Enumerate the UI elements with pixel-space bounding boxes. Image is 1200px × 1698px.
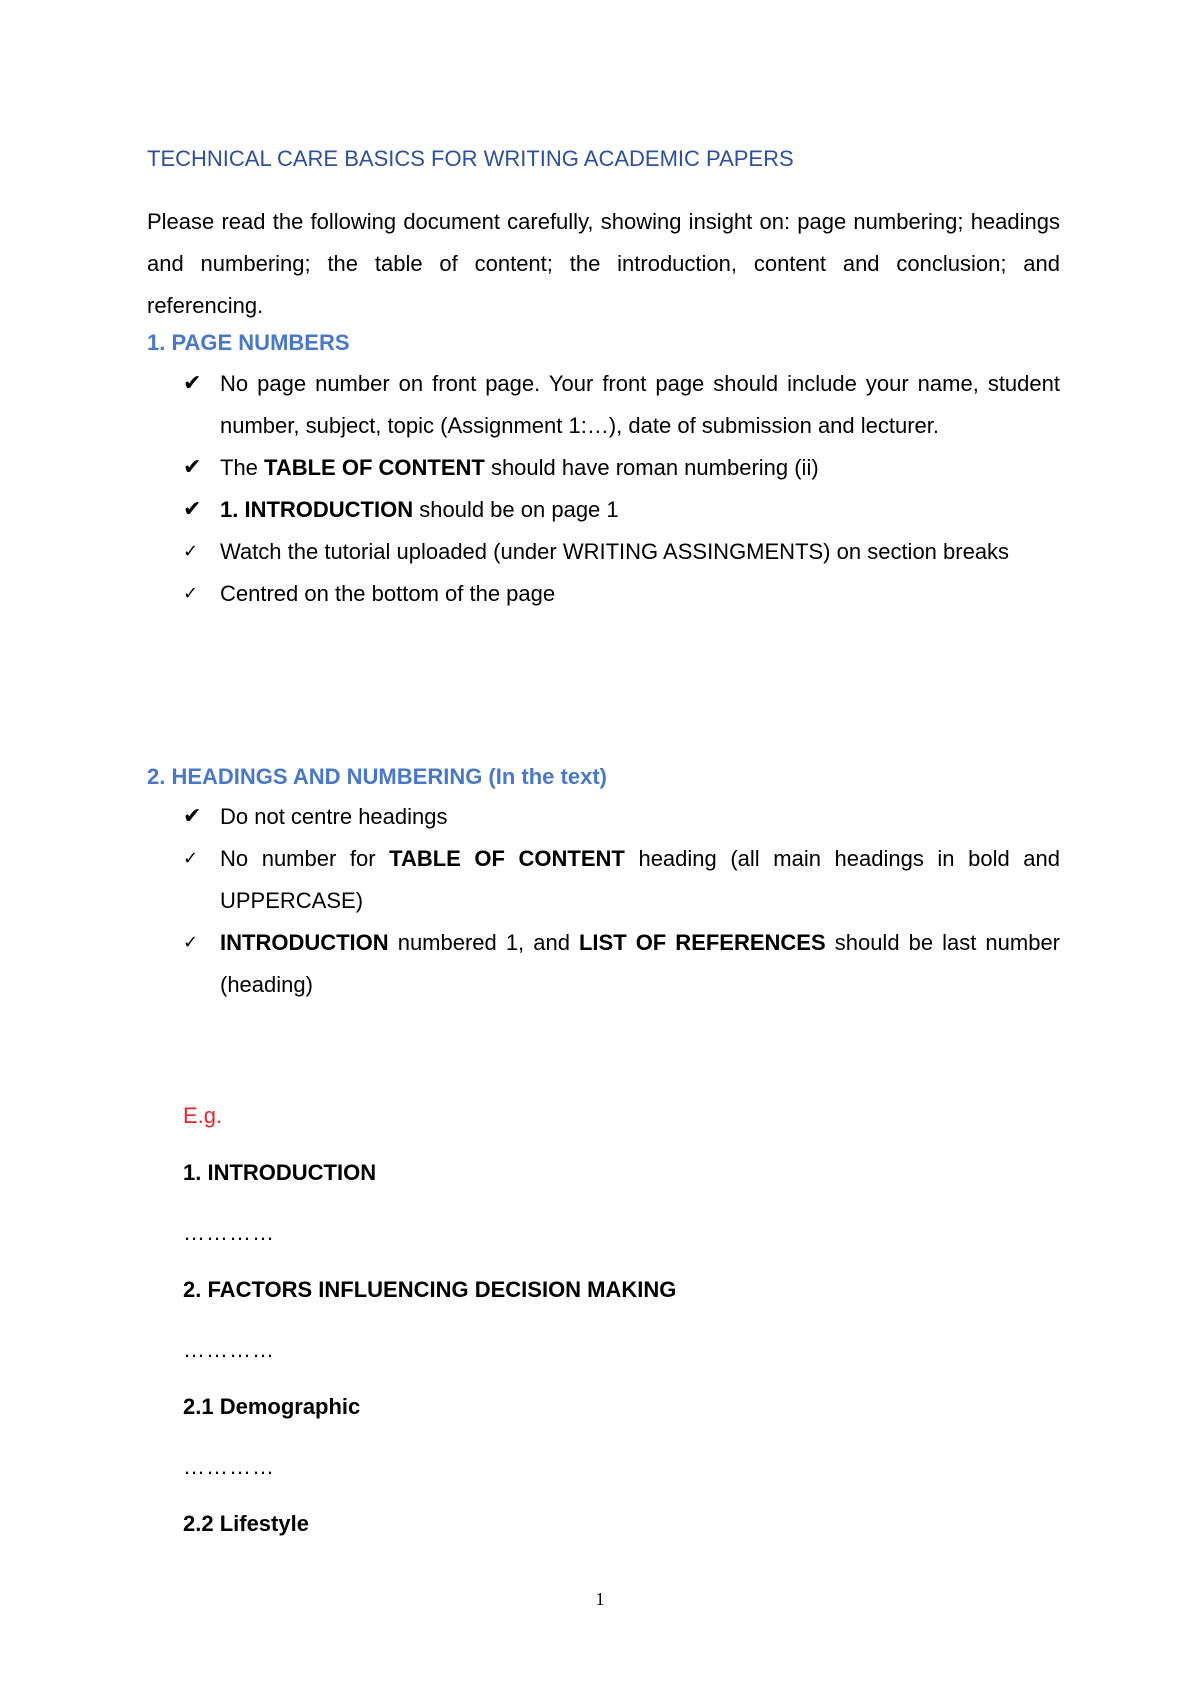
checklist-item-bold: INTRODUCTION bbox=[220, 930, 389, 955]
checklist-item bbox=[183, 447, 1060, 489]
checklist-item bbox=[183, 796, 1060, 838]
checklist-item-bold: TABLE OF CONTENT bbox=[264, 455, 485, 480]
checkmark-icon: ✓ bbox=[183, 541, 199, 562]
example-label: E.g. bbox=[183, 1103, 223, 1128]
example-subheading: 2.2 Lifestyle bbox=[183, 1511, 309, 1536]
checkmark-icon: ✔ bbox=[183, 804, 202, 829]
section-heading-page-numbers: 1. PAGE NUMBERS bbox=[147, 330, 350, 355]
checklist-item-text: The bbox=[220, 455, 265, 480]
checkmark-icon: ✔ bbox=[183, 371, 202, 396]
checkmark-icon: ✓ bbox=[183, 848, 199, 869]
checkmark-icon: ✔ bbox=[183, 497, 202, 522]
checkmark-icon: ✓ bbox=[183, 932, 199, 953]
checklist-item-text: Watch the tutorial uploaded (under WRITING ASSINGMENTS) on section breaks bbox=[220, 539, 1010, 564]
checklist-item bbox=[183, 489, 1060, 531]
document-title: TECHNICAL CARE BASICS FOR WRITING ACADEMIC PAPERS bbox=[147, 146, 794, 171]
checkmark-icon: ✔ bbox=[183, 455, 202, 480]
checklist-item bbox=[183, 922, 1060, 1006]
checklist-item-text: numbered 1, and bbox=[388, 930, 579, 955]
checklist-item bbox=[183, 363, 1060, 447]
checklist-item-bold: 1. INTRODUCTION bbox=[220, 497, 414, 522]
example-heading: 2. FACTORS INFLUENCING DECISION MAKING bbox=[183, 1277, 677, 1302]
example-subheading: 2.1 Demographic bbox=[183, 1394, 361, 1419]
checklist-item-text: No number for bbox=[220, 846, 390, 871]
intro-paragraph: Please read the following document carefully, showing insight on: page numbering; headings and numbering; the table of content; the introduction, content and conclusion; and referencing. bbox=[147, 209, 1060, 318]
checklist-item-text: No page number on front page. Your front page should include your name, student number, subject, topic (Assignment 1:…), date of submission and lecturer. bbox=[220, 371, 1060, 438]
section-heading-headings-numbering: 2. HEADINGS AND NUMBERING (In the text) bbox=[147, 764, 607, 789]
checklist-item-bold: TABLE OF CONTENT bbox=[389, 846, 625, 871]
checklist-item-text: Centred on the bottom of the page bbox=[220, 581, 556, 606]
example-heading: 1. INTRODUCTION bbox=[183, 1160, 377, 1185]
checklist-item-text: should be last number (heading) bbox=[220, 930, 1061, 997]
example-ellipsis: ………… bbox=[183, 1337, 275, 1362]
headings-checklist bbox=[183, 796, 1060, 1006]
page-number: 1 bbox=[595, 1589, 605, 1609]
page-numbers-checklist bbox=[183, 363, 1060, 615]
checklist-item-text: should have roman numbering (ii) bbox=[484, 455, 819, 480]
checklist-item-bold: LIST OF REFERENCES bbox=[578, 930, 826, 955]
checklist-item bbox=[183, 838, 1060, 922]
checklist-item-text: should be on page 1 bbox=[413, 497, 619, 522]
checklist-item-text: Do not centre headings bbox=[220, 804, 448, 829]
checklist-item bbox=[183, 573, 1060, 615]
example-ellipsis: ………… bbox=[183, 1220, 275, 1245]
checklist-item-text: heading (all main headings in bold and UPPERCASE) bbox=[220, 846, 1060, 913]
checklist-item bbox=[183, 531, 1060, 573]
checkmark-icon: ✓ bbox=[183, 583, 199, 604]
example-ellipsis: ………… bbox=[183, 1454, 275, 1479]
